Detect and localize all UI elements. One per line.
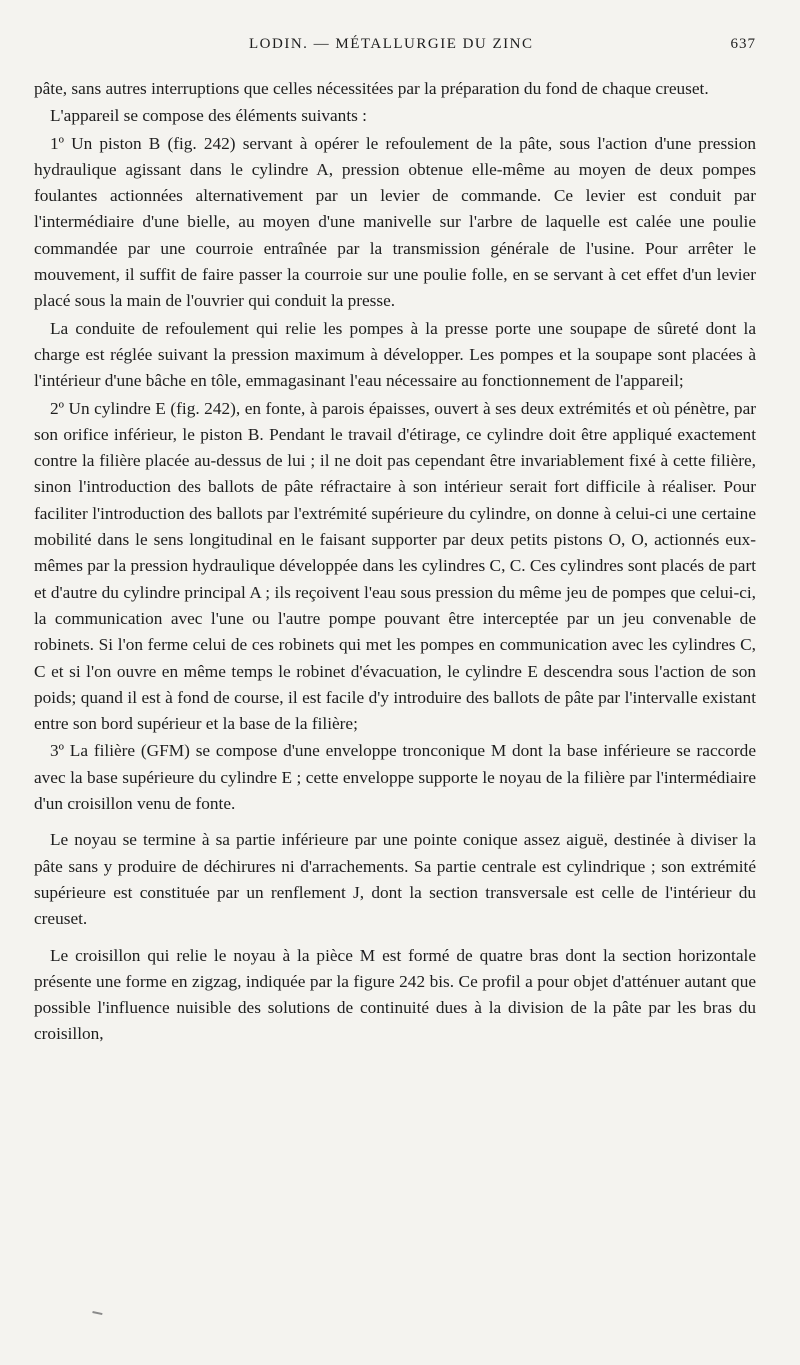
paragraph-cross-brace: Le croisillon qui relie le noyau à la pièce M est formé de quatre bras dont la section horizontale présente une forme en zigzag, indiquée par la figure 242 bis. Ce profil a pour objet d'atténuer autant que possible l'influence nuisible des solutions de continuité dues à la division de la pâte par les bras du croisillon,: [34, 945, 756, 1044]
paragraph-cylinder: 2º Un cylindre E (fig. 242), en fonte, à parois épaisses, ouvert à ses deux extrémités et où pénètre, par son orifice inférieur, le piston B. Pendant le travail d'étirage, ce cylindre doit être appliqué exactement contre la filière placée au-dessus de lui ; il ne doit pas cependant être invariablement fixé à cette filière, sinon l'introduction des ballots de pâte réfractaire à son intérieur serait fort difficile à réaliser. Pour faciliter l'introduction des ballots par l'extrémité supérieure du cylindre, on donne à celui-ci une certaine mobilité dans le sens longitudinal en le faisant supporter par deux petits pistons O, O, actionnés eux-mêmes par la pression hydraulique développée dans les cylindres C, C. Ces cylindres sont placés de part et d'autre du cylindre principal A ; ils reçoivent l'eau sous pression du même jeu de pompes que celui-ci, la communication avec l'une ou l'autre pompe pouvant être interceptée par un jeu convenable de robinets. Si l'on ferme celui de ces robinets qui met les pompes en communication avec les cylindres C, C et si l'on ouvre en même temps le robinet d'évacuation, le cylindre E descendra sous l'action de son poids; quand il est à fond de course, il est facile d'y introduire des ballots de pâte par l'intervalle existant entre son bord supérieur et la base de la filière;: [34, 398, 756, 734]
paragraph-components-intro: L'appareil se compose des éléments suivants :: [50, 106, 367, 126]
paragraph-safety-valve: La conduite de refoulement qui relie les pompes à la presse porte une soupape de sûreté dont la charge est réglée suivant la pression maximum à développer. Les pompes et la soupape sont placées à l'intérieur d'une bâche en tôle, emmagasinant l'eau nécessaire au fonctionnement de l'appareil;: [34, 318, 756, 391]
page-header: [34, 36, 756, 60]
paragraph-continuation: pâte, sans autres interruptions que celles nécessitées par la préparation du fond de chaque creuset.: [34, 79, 709, 98]
body-text: [34, 76, 756, 1048]
paragraph-piston: 1º Un piston B (fig. 242) servant à opérer le refoulement de la pâte, sous l'action d'une pression hydraulique agissant dans le cylindre A, pression obtenue elle-même au moyen de deux pompes foulantes actionnées alternativement par un levier de commande. Ce levier est conduit par l'intermédiaire d'une bielle, au moyen d'une manivelle sur l'arbre de laquelle est calée une poulie commandée par une courroie entraînée par la transmission générale de l'usine. Pour arrêter le mouvement, il suffit de faire passer la courroie sur une poulie folle, en se servant à cet effet d'un levier placé sous la main de l'ouvrier qui conduit la presse.: [34, 133, 756, 311]
running-title: LODIN. — MÉTALLURGIE DU ZINC: [249, 36, 534, 52]
paragraph-core: Le noyau se termine à sa partie inférieure par une pointe conique assez aiguë, destinée à diviser la pâte sans y produire de déchirures ni d'arrachements. Sa partie centrale est cylindrique ; son extrémité supérieure est constituée par un renflement J, dont la section transversale est celle de l'intérieur du creuset.: [34, 830, 756, 929]
paragraph-die: 3º La filière (GFM) se compose d'une enveloppe tronconique M dont la base inférieure se raccorde avec la base supérieure du cylindre E ; cette enveloppe supporte le noyau de la filière par l'intermédiaire d'un croisillon venu de fonte.: [34, 741, 756, 814]
page-number: 637: [730, 36, 756, 52]
scan-mark: [91, 1311, 102, 1319]
